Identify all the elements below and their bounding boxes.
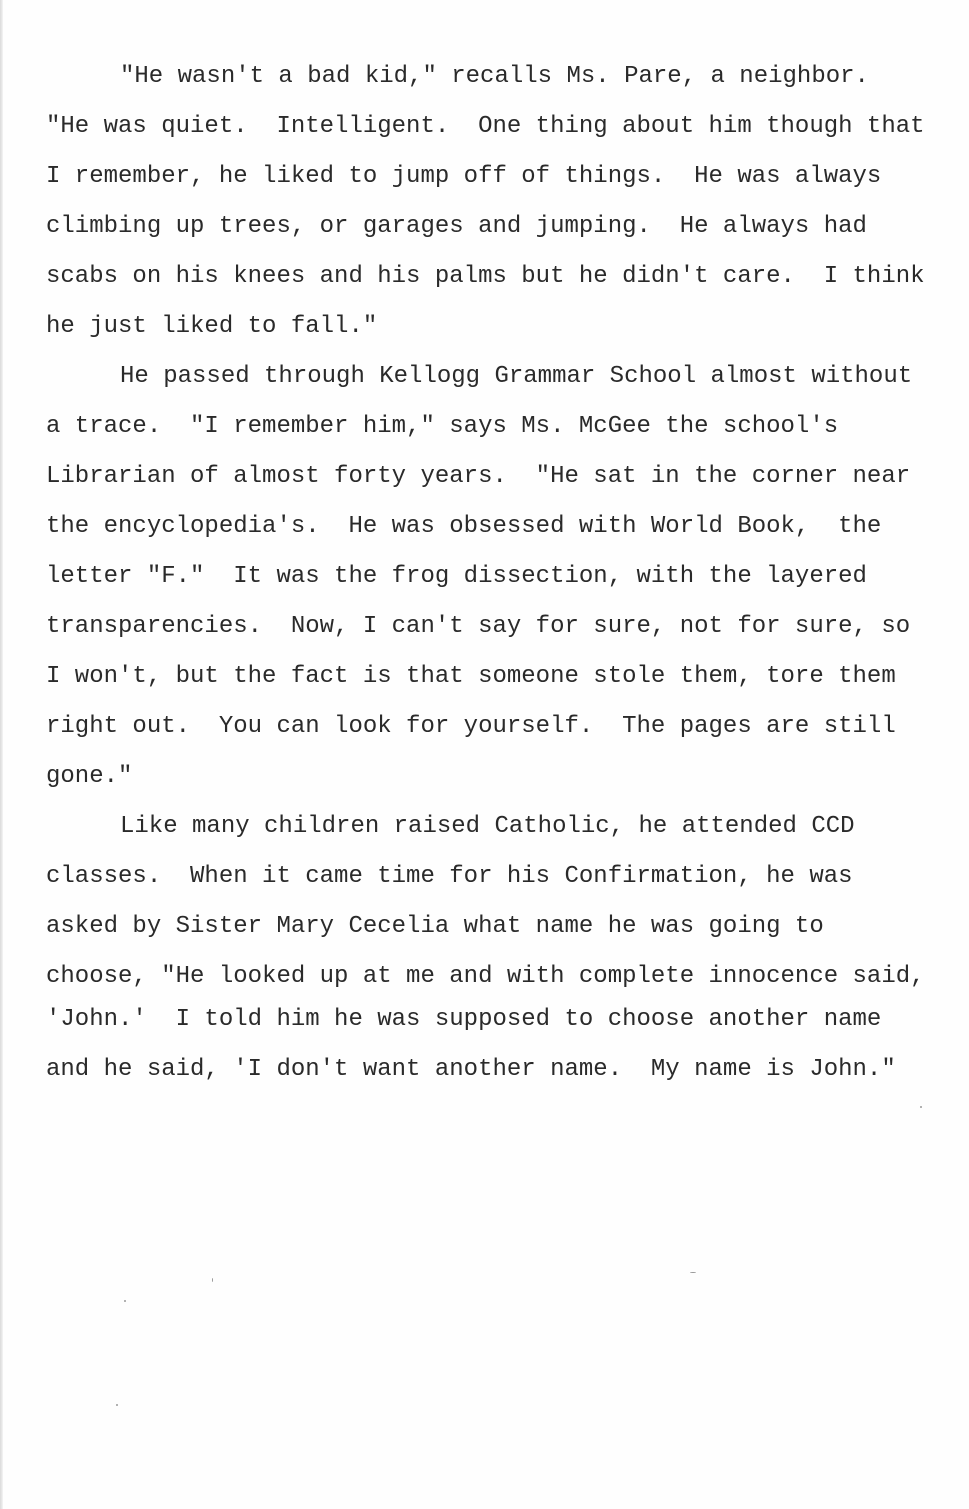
paragraph-3-line-3: asked by Sister Mary Cecelia what name he was going to (46, 913, 824, 940)
paragraph-3-line-1: Like many children raised Catholic, he attended CCD (120, 813, 855, 840)
paragraph-3-line-4: choose, "He looked up at me and with complete innocence said, (46, 963, 925, 990)
page-edge-shadow (0, 0, 3, 1509)
scan-speck (116, 1404, 118, 1406)
paragraph-3-line-5: 'John.' I told him he was supposed to choose another name (46, 1006, 882, 1033)
paragraph-2-line-9: gone." (46, 763, 133, 790)
paragraph-1-line-5: scabs on his knees and his palms but he didn't care. I think (46, 263, 925, 290)
paragraph-2-line-3: Librarian of almost forty years. "He sat in the corner near (46, 463, 911, 490)
paragraph-2-line-1: He passed through Kellogg Grammar School almost without (120, 363, 913, 390)
paragraph-2-line-8: right out. You can look for yourself. The pages are still (46, 713, 896, 740)
paragraph-1-line-1: "He wasn't a bad kid," recalls Ms. Pare, a neighbor. (120, 63, 869, 90)
paragraph-1-line-6: he just liked to fall." (46, 313, 378, 340)
scan-speck (690, 1272, 696, 1273)
paragraph-3-line-2: classes. When it came time for his Confirmation, he was (46, 863, 853, 890)
paragraph-2-line-5: letter "F." It was the frog dissection, with the layered (46, 563, 867, 590)
scan-speck (212, 1278, 213, 1282)
paragraph-2-line-7: I won't, but the fact is that someone stole them, tore them (46, 663, 896, 690)
paragraph-2-line-6: transparencies. Now, I can't say for sure, not for sure, so (46, 613, 911, 640)
paragraph-1-line-2: "He was quiet. Intelligent. One thing about him though that (46, 113, 925, 140)
paragraph-3-line-6: and he said, 'I don't want another name. My name is John." (46, 1056, 896, 1083)
paragraph-2-line-2: a trace. "I remember him," says Ms. McGee the school's (46, 413, 839, 440)
paragraph-1-line-4: climbing up trees, or garages and jumping. He always had (46, 213, 867, 240)
scan-speck (124, 1300, 126, 1302)
paragraph-1-line-3: I remember, he liked to jump off of things. He was always (46, 163, 882, 190)
paragraph-2-line-4: the encyclopedia's. He was obsessed with World Book, the (46, 513, 882, 540)
scan-speck (920, 1106, 922, 1108)
